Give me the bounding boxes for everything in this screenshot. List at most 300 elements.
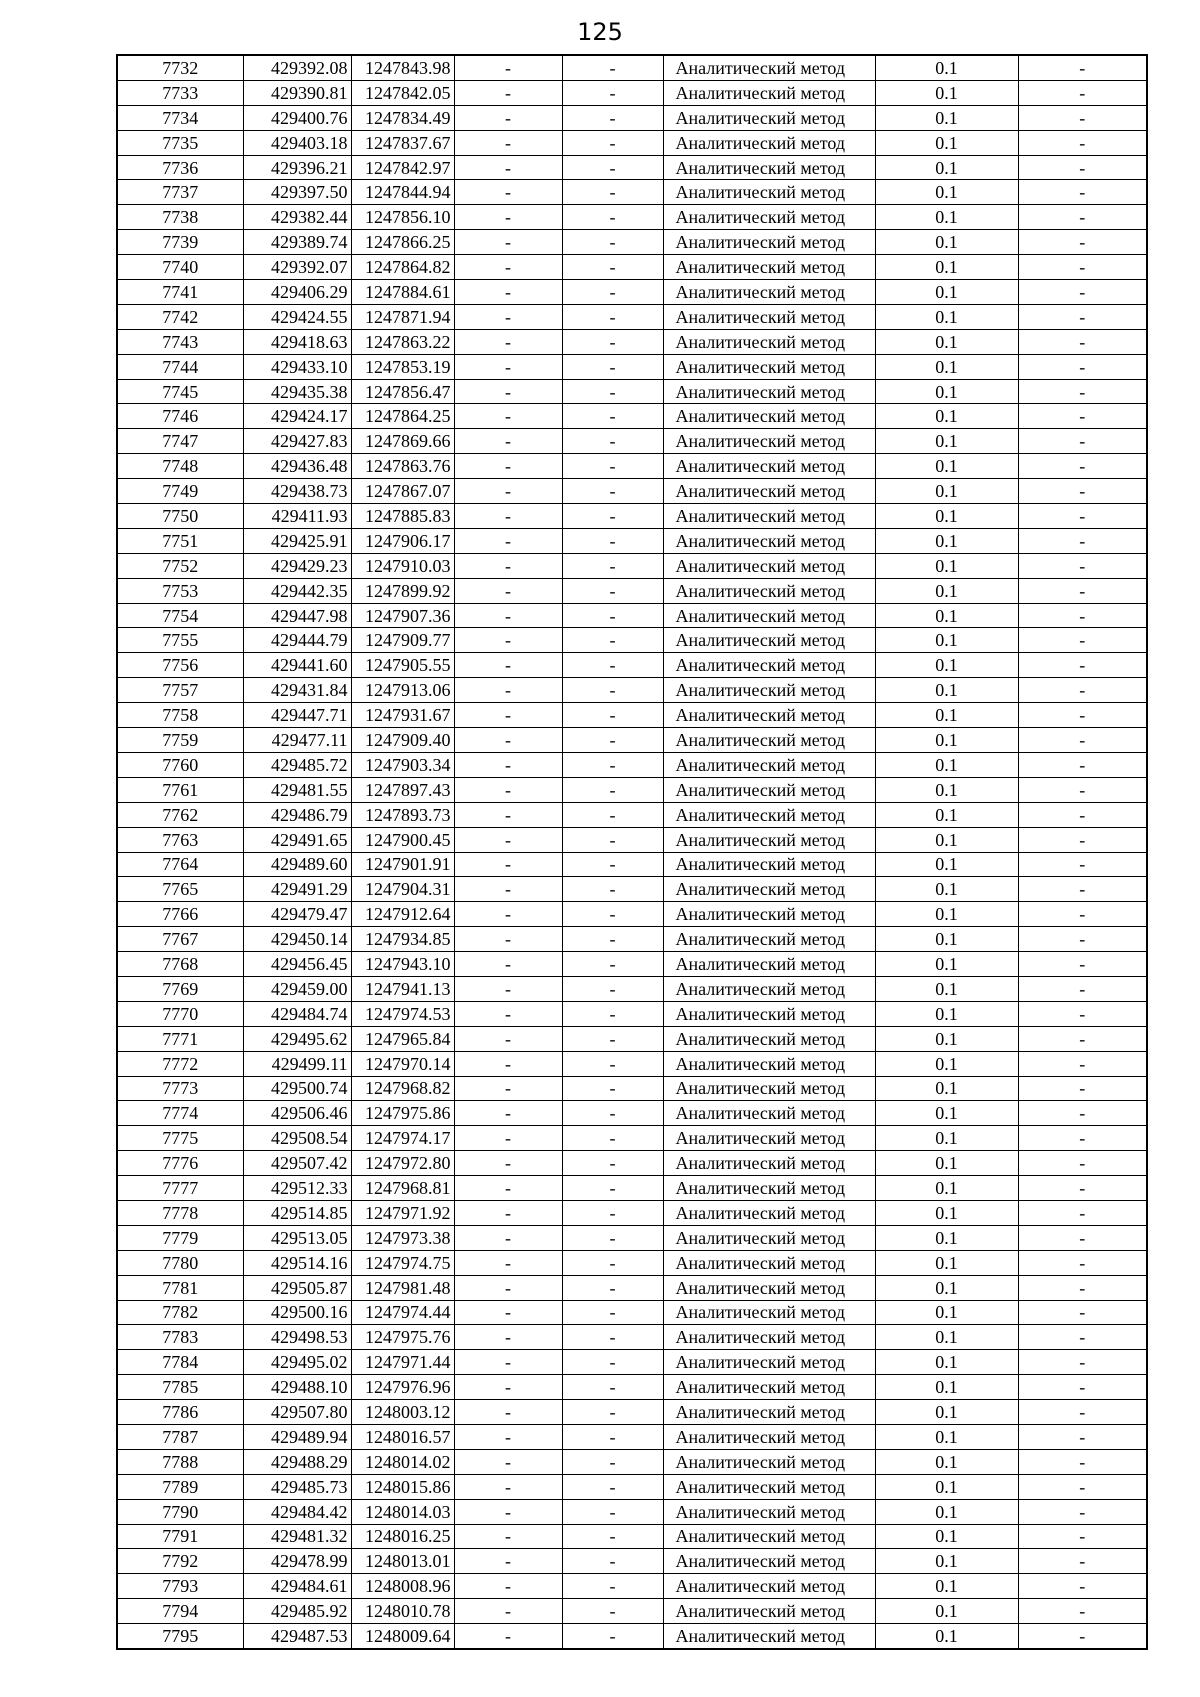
empty-cell: -: [454, 678, 562, 703]
method-cell: Аналитический метод: [663, 1101, 875, 1126]
table-row: [117, 1325, 1147, 1350]
coordinates-table: [116, 54, 1148, 1650]
accuracy-cell: 0.1: [875, 504, 1018, 529]
empty-cell: -: [1018, 877, 1147, 902]
empty-cell: -: [454, 255, 562, 280]
x-coordinate-cell: 429425.91: [243, 528, 351, 553]
point-number-cell: 7743: [117, 329, 243, 354]
empty-cell: -: [1018, 1599, 1147, 1624]
method-cell: Аналитический метод: [663, 1275, 875, 1300]
accuracy-cell: 0.1: [875, 678, 1018, 703]
point-number-cell: 7780: [117, 1250, 243, 1275]
y-coordinate-cell: 1247853.19: [351, 354, 454, 379]
empty-cell: -: [1018, 130, 1147, 155]
table-row: [117, 628, 1147, 653]
point-number-cell: 7768: [117, 952, 243, 977]
accuracy-cell: 0.1: [875, 1300, 1018, 1325]
empty-cell: -: [1018, 553, 1147, 578]
empty-cell: -: [454, 105, 562, 130]
empty-cell: -: [454, 1126, 562, 1151]
point-number-cell: 7773: [117, 1076, 243, 1101]
method-cell: Аналитический метод: [663, 1424, 875, 1449]
x-coordinate-cell: 429441.60: [243, 653, 351, 678]
accuracy-cell: 0.1: [875, 55, 1018, 80]
accuracy-cell: 0.1: [875, 653, 1018, 678]
empty-cell: -: [562, 329, 663, 354]
method-cell: Аналитический метод: [663, 1474, 875, 1499]
method-cell: Аналитический метод: [663, 1200, 875, 1225]
x-coordinate-cell: 429500.16: [243, 1300, 351, 1325]
empty-cell: -: [562, 1325, 663, 1350]
empty-cell: -: [1018, 1051, 1147, 1076]
empty-cell: -: [454, 230, 562, 255]
accuracy-cell: 0.1: [875, 1350, 1018, 1375]
empty-cell: -: [562, 653, 663, 678]
empty-cell: -: [562, 1449, 663, 1474]
accuracy-cell: 0.1: [875, 1250, 1018, 1275]
table-row: [117, 80, 1147, 105]
empty-cell: -: [454, 728, 562, 753]
empty-cell: -: [1018, 1350, 1147, 1375]
empty-cell: -: [562, 1250, 663, 1275]
empty-cell: -: [454, 304, 562, 329]
empty-cell: -: [1018, 1424, 1147, 1449]
empty-cell: -: [454, 1549, 562, 1574]
method-cell: Аналитический метод: [663, 1574, 875, 1599]
table-row: [117, 902, 1147, 927]
empty-cell: -: [454, 205, 562, 230]
empty-cell: -: [562, 1524, 663, 1549]
accuracy-cell: 0.1: [875, 1126, 1018, 1151]
empty-cell: -: [1018, 479, 1147, 504]
empty-cell: -: [454, 1400, 562, 1425]
accuracy-cell: 0.1: [875, 304, 1018, 329]
accuracy-cell: 0.1: [875, 703, 1018, 728]
method-cell: Аналитический метод: [663, 777, 875, 802]
empty-cell: -: [454, 1200, 562, 1225]
x-coordinate-cell: 429507.42: [243, 1151, 351, 1176]
empty-cell: -: [562, 1549, 663, 1574]
y-coordinate-cell: 1247976.96: [351, 1375, 454, 1400]
point-number-cell: 7734: [117, 105, 243, 130]
accuracy-cell: 0.1: [875, 1499, 1018, 1524]
empty-cell: -: [1018, 1026, 1147, 1051]
y-coordinate-cell: 1248014.02: [351, 1449, 454, 1474]
empty-cell: -: [454, 777, 562, 802]
x-coordinate-cell: 429488.29: [243, 1449, 351, 1474]
point-number-cell: 7770: [117, 1001, 243, 1026]
empty-cell: -: [1018, 180, 1147, 205]
accuracy-cell: 0.1: [875, 1599, 1018, 1624]
accuracy-cell: 0.1: [875, 1524, 1018, 1549]
method-cell: Аналитический метод: [663, 1176, 875, 1201]
accuracy-cell: 0.1: [875, 105, 1018, 130]
empty-cell: -: [562, 1225, 663, 1250]
method-cell: Аналитический метод: [663, 1076, 875, 1101]
point-number-cell: 7772: [117, 1051, 243, 1076]
empty-cell: -: [1018, 1200, 1147, 1225]
table-row: [117, 578, 1147, 603]
empty-cell: -: [1018, 628, 1147, 653]
table-row: [117, 603, 1147, 628]
x-coordinate-cell: 429447.98: [243, 603, 351, 628]
table-row: [117, 1051, 1147, 1076]
empty-cell: -: [1018, 827, 1147, 852]
table-row: [117, 777, 1147, 802]
empty-cell: -: [562, 578, 663, 603]
accuracy-cell: 0.1: [875, 329, 1018, 354]
y-coordinate-cell: 1247871.94: [351, 304, 454, 329]
method-cell: Аналитический метод: [663, 130, 875, 155]
method-cell: Аналитический метод: [663, 354, 875, 379]
point-number-cell: 7782: [117, 1300, 243, 1325]
empty-cell: -: [562, 1126, 663, 1151]
y-coordinate-cell: 1247906.17: [351, 528, 454, 553]
empty-cell: -: [454, 404, 562, 429]
method-cell: Аналитический метод: [663, 703, 875, 728]
empty-cell: -: [562, 777, 663, 802]
empty-cell: -: [562, 1424, 663, 1449]
method-cell: Аналитический метод: [663, 1001, 875, 1026]
table-row: [117, 1275, 1147, 1300]
method-cell: Аналитический метод: [663, 1350, 875, 1375]
x-coordinate-cell: 429438.73: [243, 479, 351, 504]
y-coordinate-cell: 1247970.14: [351, 1051, 454, 1076]
empty-cell: -: [562, 752, 663, 777]
empty-cell: -: [1018, 329, 1147, 354]
method-cell: Аналитический метод: [663, 553, 875, 578]
method-cell: Аналитический метод: [663, 304, 875, 329]
empty-cell: -: [1018, 752, 1147, 777]
x-coordinate-cell: 429392.08: [243, 55, 351, 80]
point-number-cell: 7787: [117, 1424, 243, 1449]
accuracy-cell: 0.1: [875, 752, 1018, 777]
y-coordinate-cell: 1247897.43: [351, 777, 454, 802]
y-coordinate-cell: 1248015.86: [351, 1474, 454, 1499]
empty-cell: -: [1018, 1449, 1147, 1474]
empty-cell: -: [454, 130, 562, 155]
point-number-cell: 7774: [117, 1101, 243, 1126]
y-coordinate-cell: 1247913.06: [351, 678, 454, 703]
empty-cell: -: [1018, 1275, 1147, 1300]
x-coordinate-cell: 429508.54: [243, 1126, 351, 1151]
y-coordinate-cell: 1248016.57: [351, 1424, 454, 1449]
point-number-cell: 7776: [117, 1151, 243, 1176]
x-coordinate-cell: 429514.16: [243, 1250, 351, 1275]
accuracy-cell: 0.1: [875, 1624, 1018, 1649]
empty-cell: -: [562, 80, 663, 105]
empty-cell: -: [562, 1076, 663, 1101]
empty-cell: -: [454, 504, 562, 529]
empty-cell: -: [1018, 379, 1147, 404]
empty-cell: -: [454, 752, 562, 777]
accuracy-cell: 0.1: [875, 777, 1018, 802]
empty-cell: -: [454, 528, 562, 553]
table-row: [117, 528, 1147, 553]
method-cell: Аналитический метод: [663, 205, 875, 230]
empty-cell: -: [454, 55, 562, 80]
y-coordinate-cell: 1247975.76: [351, 1325, 454, 1350]
x-coordinate-cell: 429424.55: [243, 304, 351, 329]
accuracy-cell: 0.1: [875, 802, 1018, 827]
table-row: [117, 952, 1147, 977]
empty-cell: -: [562, 802, 663, 827]
table-row: [117, 479, 1147, 504]
accuracy-cell: 0.1: [875, 1076, 1018, 1101]
empty-cell: -: [1018, 703, 1147, 728]
empty-cell: -: [1018, 1549, 1147, 1574]
table-row: [117, 354, 1147, 379]
method-cell: Аналитический метод: [663, 454, 875, 479]
table-row: [117, 1026, 1147, 1051]
point-number-cell: 7763: [117, 827, 243, 852]
empty-cell: -: [562, 1151, 663, 1176]
method-cell: Аналитический метод: [663, 230, 875, 255]
method-cell: Аналитический метод: [663, 902, 875, 927]
table-row: [117, 1151, 1147, 1176]
empty-cell: -: [1018, 976, 1147, 1001]
empty-cell: -: [454, 329, 562, 354]
table-row: [117, 230, 1147, 255]
empty-cell: -: [1018, 802, 1147, 827]
point-number-cell: 7742: [117, 304, 243, 329]
x-coordinate-cell: 429489.60: [243, 852, 351, 877]
y-coordinate-cell: 1247968.81: [351, 1176, 454, 1201]
point-number-cell: 7756: [117, 653, 243, 678]
x-coordinate-cell: 429484.42: [243, 1499, 351, 1524]
x-coordinate-cell: 429505.87: [243, 1275, 351, 1300]
accuracy-cell: 0.1: [875, 1176, 1018, 1201]
x-coordinate-cell: 429392.07: [243, 255, 351, 280]
table-row: [117, 1524, 1147, 1549]
empty-cell: -: [562, 429, 663, 454]
x-coordinate-cell: 429427.83: [243, 429, 351, 454]
empty-cell: -: [1018, 1176, 1147, 1201]
empty-cell: -: [1018, 728, 1147, 753]
empty-cell: -: [1018, 1499, 1147, 1524]
point-number-cell: 7750: [117, 504, 243, 529]
y-coordinate-cell: 1247867.07: [351, 479, 454, 504]
table-row: [117, 1449, 1147, 1474]
empty-cell: -: [454, 578, 562, 603]
empty-cell: -: [454, 653, 562, 678]
x-coordinate-cell: 429397.50: [243, 180, 351, 205]
empty-cell: -: [1018, 1624, 1147, 1649]
accuracy-cell: 0.1: [875, 1001, 1018, 1026]
empty-cell: -: [562, 454, 663, 479]
empty-cell: -: [1018, 653, 1147, 678]
y-coordinate-cell: 1247974.53: [351, 1001, 454, 1026]
y-coordinate-cell: 1247981.48: [351, 1275, 454, 1300]
empty-cell: -: [562, 1026, 663, 1051]
accuracy-cell: 0.1: [875, 628, 1018, 653]
method-cell: Аналитический метод: [663, 1624, 875, 1649]
point-number-cell: 7740: [117, 255, 243, 280]
accuracy-cell: 0.1: [875, 354, 1018, 379]
point-number-cell: 7781: [117, 1275, 243, 1300]
y-coordinate-cell: 1247866.25: [351, 230, 454, 255]
empty-cell: -: [562, 952, 663, 977]
point-number-cell: 7751: [117, 528, 243, 553]
empty-cell: -: [454, 155, 562, 180]
method-cell: Аналитический метод: [663, 1151, 875, 1176]
table-row: [117, 105, 1147, 130]
empty-cell: -: [454, 1499, 562, 1524]
table-row: [117, 827, 1147, 852]
y-coordinate-cell: 1247842.97: [351, 155, 454, 180]
x-coordinate-cell: 429484.74: [243, 1001, 351, 1026]
x-coordinate-cell: 429488.10: [243, 1375, 351, 1400]
method-cell: Аналитический метод: [663, 1300, 875, 1325]
empty-cell: -: [562, 255, 663, 280]
accuracy-cell: 0.1: [875, 1200, 1018, 1225]
accuracy-cell: 0.1: [875, 952, 1018, 977]
x-coordinate-cell: 429418.63: [243, 329, 351, 354]
x-coordinate-cell: 429429.23: [243, 553, 351, 578]
empty-cell: -: [562, 1200, 663, 1225]
method-cell: Аналитический метод: [663, 976, 875, 1001]
point-number-cell: 7784: [117, 1350, 243, 1375]
empty-cell: -: [562, 678, 663, 703]
x-coordinate-cell: 429396.21: [243, 155, 351, 180]
method-cell: Аналитический метод: [663, 280, 875, 305]
empty-cell: -: [454, 1151, 562, 1176]
method-cell: Аналитический метод: [663, 827, 875, 852]
x-coordinate-cell: 429442.35: [243, 578, 351, 603]
empty-cell: -: [562, 155, 663, 180]
method-cell: Аналитический метод: [663, 429, 875, 454]
table-row: [117, 1126, 1147, 1151]
table-row: [117, 1101, 1147, 1126]
point-number-cell: 7761: [117, 777, 243, 802]
accuracy-cell: 0.1: [875, 205, 1018, 230]
point-number-cell: 7777: [117, 1176, 243, 1201]
empty-cell: -: [454, 1076, 562, 1101]
point-number-cell: 7738: [117, 205, 243, 230]
accuracy-cell: 0.1: [875, 429, 1018, 454]
method-cell: Аналитический метод: [663, 404, 875, 429]
x-coordinate-cell: 429485.72: [243, 752, 351, 777]
empty-cell: -: [1018, 902, 1147, 927]
empty-cell: -: [1018, 1574, 1147, 1599]
accuracy-cell: 0.1: [875, 1574, 1018, 1599]
empty-cell: -: [1018, 578, 1147, 603]
empty-cell: -: [1018, 1225, 1147, 1250]
table-row: [117, 703, 1147, 728]
accuracy-cell: 0.1: [875, 1449, 1018, 1474]
x-coordinate-cell: 429495.62: [243, 1026, 351, 1051]
y-coordinate-cell: 1247941.13: [351, 976, 454, 1001]
method-cell: Аналитический метод: [663, 628, 875, 653]
accuracy-cell: 0.1: [875, 1325, 1018, 1350]
method-cell: Аналитический метод: [663, 255, 875, 280]
empty-cell: -: [1018, 777, 1147, 802]
accuracy-cell: 0.1: [875, 479, 1018, 504]
x-coordinate-cell: 429479.47: [243, 902, 351, 927]
method-cell: Аналитический метод: [663, 952, 875, 977]
method-cell: Аналитический метод: [663, 852, 875, 877]
table-row: [117, 1424, 1147, 1449]
point-number-cell: 7745: [117, 379, 243, 404]
y-coordinate-cell: 1247834.49: [351, 105, 454, 130]
empty-cell: -: [1018, 1126, 1147, 1151]
method-cell: Аналитический метод: [663, 379, 875, 404]
y-coordinate-cell: 1247965.84: [351, 1026, 454, 1051]
empty-cell: -: [562, 130, 663, 155]
empty-cell: -: [454, 1026, 562, 1051]
accuracy-cell: 0.1: [875, 927, 1018, 952]
point-number-cell: 7765: [117, 877, 243, 902]
empty-cell: -: [454, 280, 562, 305]
table-row: [117, 1624, 1147, 1649]
method-cell: Аналитический метод: [663, 877, 875, 902]
empty-cell: -: [1018, 852, 1147, 877]
y-coordinate-cell: 1248009.64: [351, 1624, 454, 1649]
empty-cell: -: [562, 1300, 663, 1325]
method-cell: Аналитический метод: [663, 329, 875, 354]
point-number-cell: 7760: [117, 752, 243, 777]
empty-cell: -: [454, 379, 562, 404]
y-coordinate-cell: 1247863.22: [351, 329, 454, 354]
empty-cell: -: [1018, 155, 1147, 180]
x-coordinate-cell: 429499.11: [243, 1051, 351, 1076]
table-row: [117, 752, 1147, 777]
empty-cell: -: [562, 877, 663, 902]
empty-cell: -: [454, 80, 562, 105]
empty-cell: -: [454, 1574, 562, 1599]
empty-cell: -: [1018, 205, 1147, 230]
table-row: [117, 404, 1147, 429]
table-row: [117, 55, 1147, 80]
y-coordinate-cell: 1248008.96: [351, 1574, 454, 1599]
empty-cell: -: [562, 1001, 663, 1026]
point-number-cell: 7779: [117, 1225, 243, 1250]
point-number-cell: 7755: [117, 628, 243, 653]
empty-cell: -: [454, 703, 562, 728]
point-number-cell: 7766: [117, 902, 243, 927]
accuracy-cell: 0.1: [875, 180, 1018, 205]
empty-cell: -: [562, 852, 663, 877]
point-number-cell: 7748: [117, 454, 243, 479]
y-coordinate-cell: 1247843.98: [351, 55, 454, 80]
method-cell: Аналитический метод: [663, 180, 875, 205]
y-coordinate-cell: 1247974.17: [351, 1126, 454, 1151]
empty-cell: -: [454, 802, 562, 827]
empty-cell: -: [562, 479, 663, 504]
x-coordinate-cell: 429400.76: [243, 105, 351, 130]
empty-cell: -: [1018, 404, 1147, 429]
table-row: [117, 1499, 1147, 1524]
table-row: [117, 1176, 1147, 1201]
point-number-cell: 7744: [117, 354, 243, 379]
empty-cell: -: [1018, 504, 1147, 529]
y-coordinate-cell: 1247968.82: [351, 1076, 454, 1101]
y-coordinate-cell: 1247975.86: [351, 1101, 454, 1126]
accuracy-cell: 0.1: [875, 1275, 1018, 1300]
empty-cell: -: [454, 1250, 562, 1275]
x-coordinate-cell: 429481.32: [243, 1524, 351, 1549]
empty-cell: -: [454, 1524, 562, 1549]
y-coordinate-cell: 1247973.38: [351, 1225, 454, 1250]
empty-cell: -: [454, 553, 562, 578]
accuracy-cell: 0.1: [875, 1026, 1018, 1051]
point-number-cell: 7783: [117, 1325, 243, 1350]
method-cell: Аналитический метод: [663, 105, 875, 130]
accuracy-cell: 0.1: [875, 1400, 1018, 1425]
accuracy-cell: 0.1: [875, 1051, 1018, 1076]
accuracy-cell: 0.1: [875, 1225, 1018, 1250]
empty-cell: -: [1018, 678, 1147, 703]
